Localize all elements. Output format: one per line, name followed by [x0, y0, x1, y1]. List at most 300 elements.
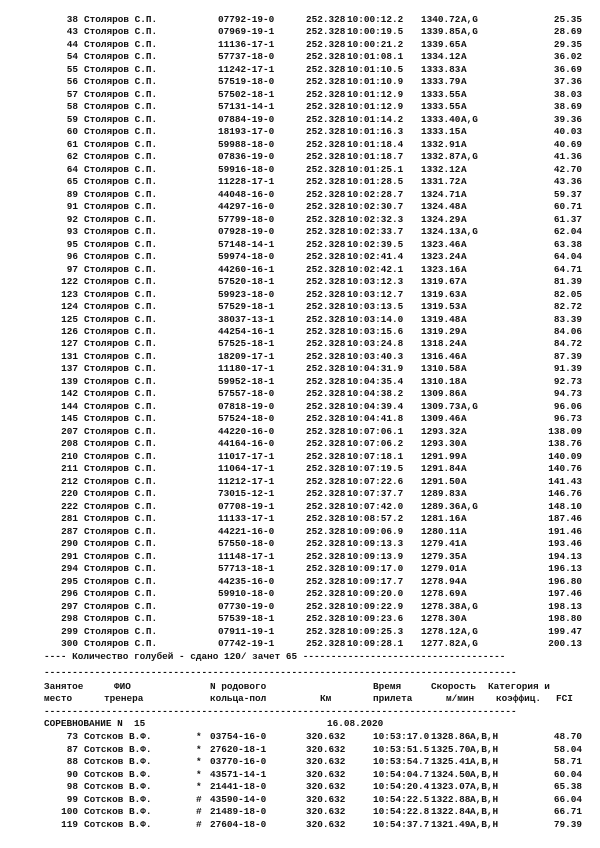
name-cell: Сотсков В.Ф.: [84, 781, 152, 792]
time-cell: 10:07:22.6: [347, 475, 404, 487]
place-cell: 220: [61, 488, 78, 500]
category-cell: A: [461, 513, 467, 525]
speed-cell: 1340.72: [421, 14, 461, 25]
speed-cell: 1318.24: [421, 338, 461, 350]
name-cell: Столяров С.П.: [84, 138, 158, 150]
name-cell: Столяров С.П.: [84, 338, 158, 350]
table-row: [0, 451, 600, 463]
name-cell: Столяров С.П.: [84, 463, 158, 475]
ring-cell: 21441-18-0: [210, 781, 267, 792]
place-cell: 43: [66, 26, 78, 38]
name-cell: Столяров С.П.: [84, 101, 158, 113]
place-cell: 44: [66, 38, 78, 50]
coefficient-cell: 82.72: [553, 301, 582, 313]
coefficient-cell: 48.70: [553, 731, 582, 742]
time-cell: 10:02:28.7: [347, 188, 404, 200]
place-cell: 58: [66, 101, 78, 113]
km-cell: 252.328: [306, 201, 346, 213]
time-cell: 10:03:40.3: [347, 350, 404, 362]
time-cell: 10:01:08.1: [347, 51, 404, 63]
name-cell: Столяров С.П.: [84, 213, 158, 225]
coefficient-cell: 25.35: [553, 14, 582, 25]
place-cell: 210: [61, 450, 78, 462]
name-cell: Столяров С.П.: [84, 14, 158, 25]
km-cell: 320.632: [306, 731, 346, 742]
category-cell: A,G: [461, 625, 478, 637]
km-cell: 252.328: [306, 113, 346, 125]
category-cell: A: [461, 363, 467, 375]
km-cell: 252.328: [306, 288, 346, 300]
name-cell: Столяров С.П.: [84, 63, 158, 75]
speed-cell: 1321.49: [431, 818, 471, 830]
mark-cell: #: [196, 818, 202, 830]
name-cell: Столяров С.П.: [84, 425, 158, 437]
header-category-2: коэффиц.: [496, 693, 542, 704]
category-cell: A,G: [461, 151, 478, 163]
category-cell: A: [461, 575, 467, 587]
coefficient-cell: 58.04: [553, 743, 582, 755]
table-row: [0, 164, 600, 176]
category-cell: A,G: [461, 14, 478, 25]
ring-cell: 44260-16-1: [218, 263, 275, 275]
km-cell: 252.328: [306, 538, 346, 550]
time-cell: 10:02:39.5: [347, 238, 404, 250]
competition-label: СОРЕВНОВАНИЕ N 15: [44, 718, 146, 729]
place-cell: 57: [66, 88, 78, 100]
table-row: [0, 526, 600, 538]
coefficient-cell: 66.04: [553, 793, 582, 805]
time-cell: 10:54:04.7: [373, 768, 430, 780]
name-cell: Сотсков В.Ф.: [84, 818, 152, 830]
time-cell: 10:02:42.1: [347, 263, 404, 275]
coefficient-cell: 187.46: [548, 513, 582, 525]
speed-cell: 1325.70: [431, 743, 471, 755]
table-row: [0, 226, 600, 238]
place-cell: 137: [61, 363, 78, 375]
coefficient-cell: 37.36: [553, 76, 582, 88]
table-row: [0, 89, 600, 101]
category-cell: A,B,H: [470, 768, 499, 780]
time-cell: 10:04:31.9: [347, 363, 404, 375]
coefficient-cell: 58.71: [553, 756, 582, 767]
ring-cell: 57557-18-0: [218, 388, 275, 400]
coefficient-cell: 96.73: [553, 413, 582, 425]
separator-text-2: ------------------------------------------------------------------------------------: [44, 706, 517, 717]
coefficient-cell: 94.73: [553, 388, 582, 400]
coefficient-cell: 28.69: [553, 26, 582, 38]
place-cell: 142: [61, 388, 78, 400]
table-row: [0, 601, 600, 613]
place-cell: 61: [66, 138, 78, 150]
ring-cell: 18209-17-1: [218, 350, 275, 362]
category-cell: A: [461, 88, 467, 100]
place-cell: 296: [61, 588, 78, 600]
header-name: ФИО: [114, 681, 131, 692]
km-cell: 252.328: [306, 575, 346, 587]
name-cell: Столяров С.П.: [84, 326, 158, 337]
coefficient-cell: 41.36: [553, 151, 582, 163]
name-cell: Столяров С.П.: [84, 188, 158, 200]
category-cell: A: [461, 213, 467, 225]
coefficient-cell: 66.71: [553, 806, 582, 817]
name-cell: Сотсков В.Ф.: [84, 768, 152, 780]
coefficient-cell: 65.38: [553, 781, 582, 792]
category-cell: A,B,H: [470, 781, 499, 792]
place-cell: 90: [66, 768, 78, 780]
coefficient-cell: 92.73: [553, 375, 582, 387]
table-row: [0, 806, 600, 818]
category-cell: A,G: [461, 26, 478, 38]
category-cell: A: [461, 326, 467, 337]
coefficient-cell: 38.69: [553, 101, 582, 113]
km-cell: 252.328: [306, 450, 346, 462]
table-row: [0, 101, 600, 113]
table-row: [0, 289, 600, 301]
place-cell: 96: [66, 251, 78, 263]
speed-cell: 1277.82: [421, 638, 461, 649]
category-cell: A,B,H: [470, 806, 499, 817]
time-cell: 10:04:35.4: [347, 375, 404, 387]
ring-cell: 59952-18-1: [218, 375, 275, 387]
km-cell: 252.328: [306, 51, 346, 63]
ring-cell: 57539-18-1: [218, 613, 275, 625]
place-cell: 298: [61, 613, 78, 625]
speed-cell: 1323.07: [431, 781, 471, 792]
category-cell: A: [461, 176, 467, 188]
coefficient-cell: 29.35: [553, 38, 582, 50]
time-cell: 10:01:16.3: [347, 126, 404, 138]
table-row: [0, 301, 600, 313]
header-place-2: место: [44, 693, 73, 704]
place-cell: 222: [61, 500, 78, 512]
speed-cell: 1278.30: [421, 613, 461, 625]
name-cell: Столяров С.П.: [84, 450, 158, 462]
table-row: [0, 538, 600, 550]
name-cell: Столяров С.П.: [84, 350, 158, 362]
coefficient-cell: 62.04: [553, 226, 582, 238]
time-cell: 10:04:41.8: [347, 413, 404, 425]
ring-cell: 07818-19-0: [218, 400, 275, 412]
place-cell: 300: [61, 638, 78, 649]
speed-cell: 1339.65: [421, 38, 461, 50]
ring-cell: 43590-14-0: [210, 793, 267, 805]
coefficient-cell: 81.39: [553, 276, 582, 288]
time-cell: 10:01:10.5: [347, 63, 404, 75]
speed-cell: 1331.72: [421, 176, 461, 188]
speed-cell: 1281.16: [421, 513, 461, 525]
km-cell: 252.328: [306, 625, 346, 637]
table-row: [0, 756, 600, 768]
header-name-2: тренера: [104, 693, 144, 704]
name-cell: Столяров С.П.: [84, 588, 158, 600]
speed-cell: 1291.50: [421, 475, 461, 487]
table-row: [0, 513, 600, 525]
time-cell: 10:01:10.9: [347, 76, 404, 88]
speed-cell: 1309.86: [421, 388, 461, 400]
ring-cell: 57502-18-1: [218, 88, 275, 100]
speed-cell: 1333.55: [421, 88, 461, 100]
name-cell: Столяров С.П.: [84, 251, 158, 263]
km-cell: 252.328: [306, 138, 346, 150]
name-cell: Столяров С.П.: [84, 301, 158, 313]
header-category: Категория и: [488, 681, 550, 692]
time-cell: 10:03:13.5: [347, 301, 404, 313]
km-cell: 252.328: [306, 388, 346, 400]
coefficient-cell: 191.46: [548, 525, 582, 537]
speed-cell: 1323.16: [421, 263, 461, 275]
ring-cell: 03754-16-0: [210, 731, 267, 742]
ring-cell: 57550-18-0: [218, 538, 275, 550]
coefficient-cell: 198.80: [548, 613, 582, 625]
category-cell: A: [461, 301, 467, 313]
name-cell: Столяров С.П.: [84, 625, 158, 637]
place-cell: 145: [61, 413, 78, 425]
place-cell: 62: [66, 151, 78, 163]
place-cell: 294: [61, 563, 78, 575]
place-cell: 297: [61, 600, 78, 612]
category-cell: A: [461, 613, 467, 625]
km-cell: 252.328: [306, 438, 346, 450]
speed-cell: 1278.38: [421, 600, 461, 612]
place-cell: 54: [66, 51, 78, 63]
name-cell: Столяров С.П.: [84, 525, 158, 537]
speed-cell: 1323.24: [421, 251, 461, 263]
coefficient-cell: 39.36: [553, 113, 582, 125]
place-cell: 291: [61, 550, 78, 562]
coefficient-cell: 59.37: [553, 188, 582, 200]
km-cell: 320.632: [306, 768, 346, 780]
table-row: [0, 64, 600, 76]
name-cell: Столяров С.П.: [84, 438, 158, 450]
category-cell: A: [461, 525, 467, 537]
coefficient-cell: 83.39: [553, 313, 582, 325]
coefficient-cell: 38.03: [553, 88, 582, 100]
km-cell: 252.328: [306, 88, 346, 100]
coefficient-cell: 140.09: [548, 450, 582, 462]
name-cell: Столяров С.П.: [84, 613, 158, 625]
time-cell: 10:09:28.1: [347, 638, 404, 649]
speed-cell: 1289.36: [421, 500, 461, 512]
ring-cell: 57713-18-1: [218, 563, 275, 575]
time-cell: 10:01:12.9: [347, 101, 404, 113]
name-cell: Столяров С.П.: [84, 563, 158, 575]
coefficient-cell: 197.46: [548, 588, 582, 600]
name-cell: Столяров С.П.: [84, 201, 158, 213]
name-cell: Столяров С.П.: [84, 475, 158, 487]
coefficient-cell: 141.43: [548, 475, 582, 487]
category-cell: A: [461, 313, 467, 325]
competition-date: 16.08.2020: [327, 718, 384, 729]
speed-cell: 1278.69: [421, 588, 461, 600]
coefficient-cell: 42.70: [553, 163, 582, 175]
place-cell: 93: [66, 226, 78, 238]
name-cell: Столяров С.П.: [84, 513, 158, 525]
place-cell: 125: [61, 313, 78, 325]
table-row: [0, 413, 600, 425]
ring-cell: 59974-18-0: [218, 251, 275, 263]
table-row: [0, 126, 600, 138]
table-row: [0, 551, 600, 563]
category-cell: A: [461, 388, 467, 400]
table-row: [0, 401, 600, 413]
time-cell: 10:00:21.2: [347, 38, 404, 50]
time-cell: 10:53:54.7: [373, 756, 430, 767]
km-cell: 252.328: [306, 413, 346, 425]
ring-cell: 59916-18-0: [218, 163, 275, 175]
time-cell: 10:01:12.9: [347, 88, 404, 100]
category-cell: A: [461, 288, 467, 300]
speed-cell: 1322.88: [431, 793, 471, 805]
speed-cell: 1289.83: [421, 488, 461, 500]
km-cell: 252.328: [306, 26, 346, 38]
km-cell: 252.328: [306, 313, 346, 325]
ring-cell: 07730-19-0: [218, 600, 275, 612]
table-row: [0, 588, 600, 600]
km-cell: 252.328: [306, 488, 346, 500]
name-cell: Столяров С.П.: [84, 176, 158, 188]
place-cell: 127: [61, 338, 78, 350]
speed-cell: 1333.15: [421, 126, 461, 138]
competition-header: [0, 718, 600, 730]
name-cell: Сотсков В.Ф.: [84, 731, 152, 742]
table-row: [0, 388, 600, 400]
time-cell: 10:00:19.5: [347, 26, 404, 38]
table-row: [0, 314, 600, 326]
time-cell: 10:01:18.7: [347, 151, 404, 163]
ring-cell: 07911-19-1: [218, 625, 275, 637]
km-cell: 320.632: [306, 818, 346, 830]
place-cell: 97: [66, 263, 78, 275]
ring-cell: 44164-16-0: [218, 438, 275, 450]
km-cell: 320.632: [306, 756, 346, 767]
km-cell: 252.328: [306, 363, 346, 375]
category-cell: A: [461, 101, 467, 113]
km-cell: 252.328: [306, 600, 346, 612]
name-cell: Столяров С.П.: [84, 51, 158, 63]
header-row-2: [0, 693, 600, 705]
ring-cell: 11212-17-1: [218, 475, 275, 487]
name-cell: Столяров С.П.: [84, 400, 158, 412]
coefficient-cell: 40.69: [553, 138, 582, 150]
speed-cell: 1323.46: [421, 238, 461, 250]
ring-cell: 57520-18-1: [218, 276, 275, 288]
coefficient-cell: 63.38: [553, 238, 582, 250]
km-cell: 252.328: [306, 463, 346, 475]
time-cell: 10:07:18.1: [347, 450, 404, 462]
header-time: Время: [373, 681, 402, 692]
ring-cell: 07792-19-0: [218, 14, 275, 25]
table-row: [0, 114, 600, 126]
category-cell: A: [461, 251, 467, 263]
time-cell: 10:09:25.3: [347, 625, 404, 637]
km-cell: 320.632: [306, 806, 346, 817]
km-cell: 252.328: [306, 525, 346, 537]
ring-cell: 59988-18-0: [218, 138, 275, 150]
speed-cell: 1319.53: [421, 301, 461, 313]
place-cell: 65: [66, 176, 78, 188]
km-cell: 252.328: [306, 101, 346, 113]
coefficient-cell: 61.37: [553, 213, 582, 225]
mark-cell: #: [196, 806, 202, 817]
time-cell: 10:54:20.4: [373, 781, 430, 792]
ring-cell: 27604-18-0: [210, 818, 267, 830]
category-cell: A,G: [461, 500, 478, 512]
ring-cell: 07708-19-1: [218, 500, 275, 512]
time-cell: 10:54:37.7: [373, 818, 430, 830]
place-cell: 91: [66, 201, 78, 213]
time-cell: 10:03:15.6: [347, 326, 404, 337]
name-cell: Столяров С.П.: [84, 575, 158, 587]
header-time-2: прилета: [373, 693, 413, 704]
speed-cell: 1310.58: [421, 363, 461, 375]
ring-cell: 11148-17-1: [218, 550, 275, 562]
place-cell: 139: [61, 375, 78, 387]
ring-cell: 73015-12-1: [218, 488, 275, 500]
name-cell: Столяров С.П.: [84, 26, 158, 38]
name-cell: Сотсков В.Ф.: [84, 793, 152, 805]
category-cell: A,B,H: [470, 731, 499, 742]
speed-cell: 1324.29: [421, 213, 461, 225]
category-cell: A: [461, 538, 467, 550]
km-cell: 252.328: [306, 563, 346, 575]
ring-cell: 27620-18-1: [210, 743, 267, 755]
km-cell: 252.328: [306, 63, 346, 75]
time-cell: 10:08:57.2: [347, 513, 404, 525]
speed-cell: 1324.48: [421, 201, 461, 213]
speed-cell: 1333.40: [421, 113, 461, 125]
name-cell: Столяров С.П.: [84, 288, 158, 300]
coefficient-cell: 96.06: [553, 400, 582, 412]
name-cell: Сотсков В.Ф.: [84, 806, 152, 817]
ring-cell: 11133-17-1: [218, 513, 275, 525]
speed-cell: 1339.85: [421, 26, 461, 38]
time-cell: 10:07:19.5: [347, 463, 404, 475]
ring-cell: 07969-19-1: [218, 26, 275, 38]
header-ring: N родового: [210, 681, 267, 692]
speed-cell: 1319.29: [421, 326, 461, 337]
category-cell: A,G: [461, 400, 478, 412]
coefficient-cell: 140.76: [548, 463, 582, 475]
ring-cell: 57737-18-0: [218, 51, 275, 63]
place-cell: 98: [66, 781, 78, 792]
km-cell: 252.328: [306, 301, 346, 313]
table-row: [0, 264, 600, 276]
time-cell: 10:04:38.2: [347, 388, 404, 400]
header-ring-2: кольца-пол: [210, 693, 267, 704]
table-row: [0, 139, 600, 151]
place-cell: 100: [61, 806, 78, 817]
table-row: [0, 731, 600, 743]
coefficient-cell: 196.13: [548, 563, 582, 575]
category-cell: A: [461, 463, 467, 475]
name-cell: Столяров С.П.: [84, 276, 158, 288]
time-cell: 10:09:17.7: [347, 575, 404, 587]
coefficient-cell: 148.10: [548, 500, 582, 512]
coefficient-cell: 36.02: [553, 51, 582, 63]
category-cell: A: [461, 450, 467, 462]
mark-cell: *: [196, 743, 202, 755]
table-row: [0, 326, 600, 338]
speed-cell: 1332.12: [421, 163, 461, 175]
km-cell: 252.328: [306, 176, 346, 188]
ring-cell: 57148-14-1: [218, 238, 275, 250]
category-cell: A,B,H: [470, 793, 499, 805]
place-cell: 89: [66, 188, 78, 200]
category-cell: A: [461, 350, 467, 362]
name-cell: Столяров С.П.: [84, 500, 158, 512]
coefficient-cell: 79.39: [553, 818, 582, 830]
name-cell: Столяров С.П.: [84, 263, 158, 275]
